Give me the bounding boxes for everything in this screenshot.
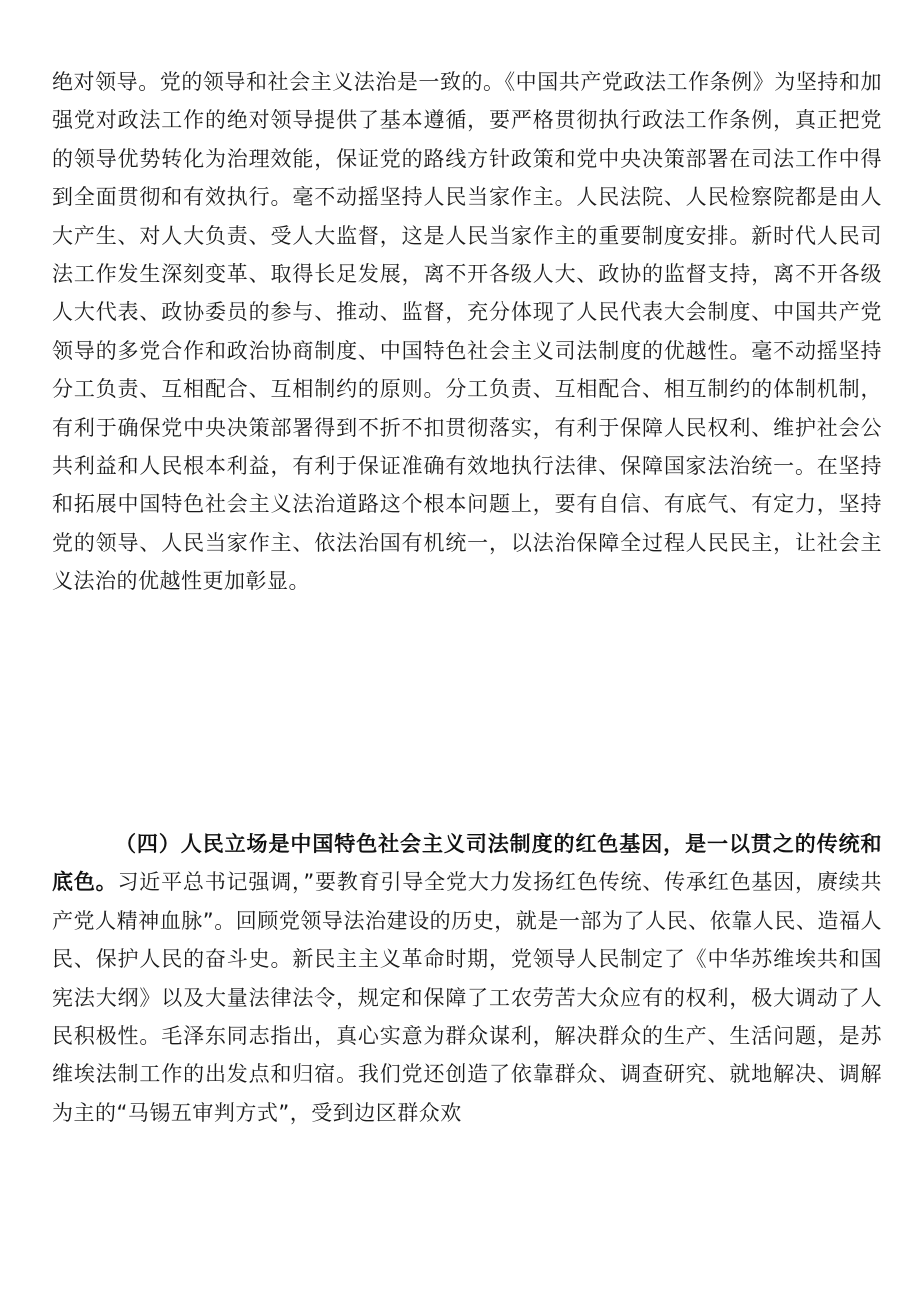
section-body-text: 习近平总书记强调，”要教育引导全党大力发扬红色传统、传承红色基因，赓续共产党人精神血脉”。回顾党领导法治建设的历史，就是一部为了人民、依靠人民、造福人民、保护人民的奋斗史。新民主主义革命时期，党领导人民制定了《中华苏维埃共和国宪法大纲》以及大量法律法令，规定和保障了工农劳苦大众应有的权利，极大调动了人民积极性。毛泽东同志指出，真心实意为群众谋利，解决群众的生产、生活问题，是苏维埃法制工作的出发点和归宿。我们党还创造了依靠群众、调查研究、就地解决、调解为主的“马锡五审判方式”，受到边区群众欢	[52, 870, 882, 1125]
section-heading-4: （四）人民立场是中国特色社会主义司法制度的红色基因，是一以贯之的传统和底色。	[52, 832, 882, 895]
body-paragraph-2	[52, 825, 882, 1132]
body-paragraph-1: 绝对领导。党的领导和社会主义法治是一致的。《中国共产党政法工作条例》为坚持和加强党对政法工作的绝对领导提供了基本遵循，要严格贯彻执行政法工作条例，真正把党的领导优势转化为治理效能，保证党的路线方针政策和党中央决策部署在司法工作中得到全面贯彻和有效执行。毫不动摇坚持人民当家作主。人民法院、人民检察院都是由人大产生、对人大负责、受人大监督，这是人民当家作主的重要制度安排。新时代人民司法工作发生深刻变革、取得长足发展，离不开各级人大、政协的监督支持，离不开各级人大代表、政协委员的参与、推动、监督，充分体现了人民代表大会制度、中国共产党领导的多党合作和政治协商制度、中国特色社会主义司法制度的优越性。毫不动摇坚持分工负责、互相配合、互相制约的原则。分工负责、互相配合、相互制约的体制机制，有利于确保党中央决策部署得到不折不扣贯彻落实，有利于保障人民权利、维护社会公共利益和人民根本利益，有利于保证准确有效地执行法律、保障国家法治统一。在坚持和拓展中国特色社会主义法治道路这个根本问题上，要有自信、有底气、有定力，坚持党的领导、人民当家作主、依法治国有机统一，以法治保障全过程人民民主，让社会主义法治的优越性更加彰显。	[52, 70, 882, 594]
